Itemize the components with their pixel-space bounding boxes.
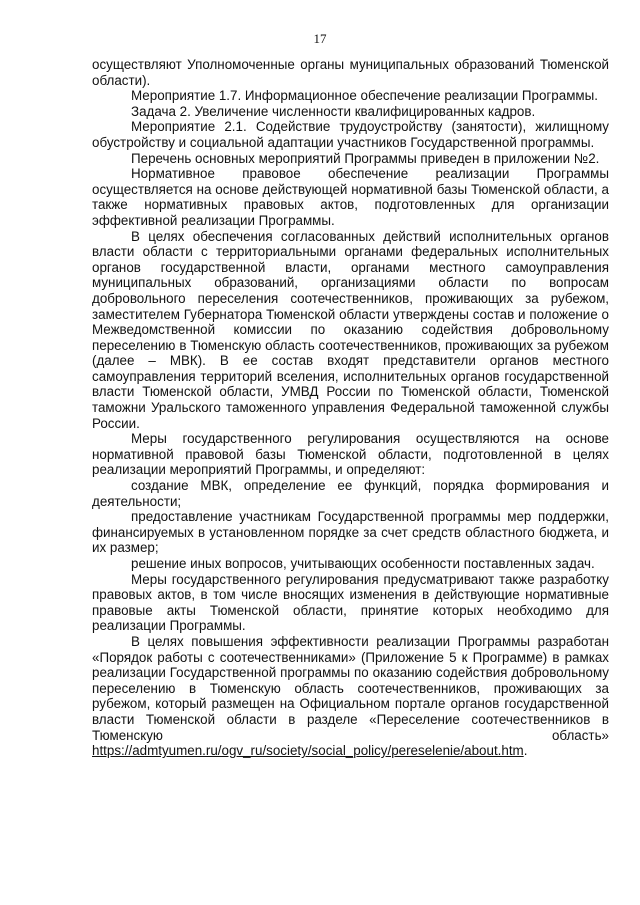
paragraph: Задача 2. Увеличение численности квалифицированных кадров. <box>131 103 536 119</box>
paragraph: Перечень основных мероприятий Программы приведен в приложении №2. <box>131 150 600 166</box>
paragraph: предоставление участникам Государственной программы мер поддержки, финансируемых в установленном порядке за счет средств областного бюджета, и их размер; <box>92 509 609 556</box>
paragraph: В целях повышения эффективности реализации Программы разработан «Порядок работы с соотечественниками» (Приложение 5 к Программе) в рамках реализации Государственной программы по оказанию содействия добровольному переселению в Тюменскую область соотечественников, проживающих за рубежом, который размещен на Официальном портале органов государственной власти Тюменской области в разделе «Переселение соотечественников в Тюменскую область» <box>92 633 609 743</box>
paragraph: осуществляют Уполномоченные органы муниципальных образований Тюменской области). <box>92 57 609 88</box>
paragraph: Мероприятие 1.7. Информационное обеспечение реализации Программы. <box>131 88 598 104</box>
paragraph: Меры государственного регулирования предусматривают также разработку правовых актов, в том числе вносящих изменения в действующие нормативные правовые акты Тюменской области, принятие которых необходимо для реализации Программы. <box>92 571 609 634</box>
paragraph: Меры государственного регулирования осуществляются на основе нормативной правовой базы Тюменской области, подготовленной в целях реализации мероприятий Программы, и определяют: <box>92 431 609 478</box>
paragraph: Мероприятие 2.1. Содействие трудоустройству (занятости), жилищному обустройству и социальной адаптации участников Государственной программы. <box>92 119 609 150</box>
paragraph: Нормативное правовое обеспечение реализации Программы осуществляется на основе действующей нормативной базы Тюменской области, а также нормативных правовых актов, подготовленных для организации эффективной реализации Программы. <box>92 166 609 228</box>
page-number: 17 <box>313 31 327 46</box>
pereselenie-link[interactable]: https://admtyumen.ru/ogv_ru/society/social_policy/pereselenie/about.htm <box>92 743 524 759</box>
paragraph: В целях обеспечения согласованных действий исполнительных органов власти области с территориальными органами федеральных исполнительных органов государственной власти, органами местного самоуправления муниципальных образований, организациями области по вопросам добровольного переселения соотечественников, проживающих за рубежом, заместителем Губернатора Тюменской области утверждены состав и положение о Межведомственной комиссии по оказанию содействия добровольному переселению в Тюменскую область соотечественников, проживающих за рубежом (далее – МВК). В ее состав входят представители органов местного самоуправления территорий вселения, исполнительных органов государственной власти Тюменской области, УМВД России по Тюменской области, Тюменской таможни Уральского таможенного управления Федеральной таможенной службы России. <box>92 228 609 431</box>
paragraph: решение иных вопросов, учитывающих особенности поставленных задач. <box>131 556 595 571</box>
link-paragraph <box>92 743 609 759</box>
link-suffix: . <box>523 743 528 759</box>
document-body <box>92 57 609 759</box>
paragraph: создание МВК, определение ее функций, порядка формирования и деятельности; <box>92 478 609 509</box>
